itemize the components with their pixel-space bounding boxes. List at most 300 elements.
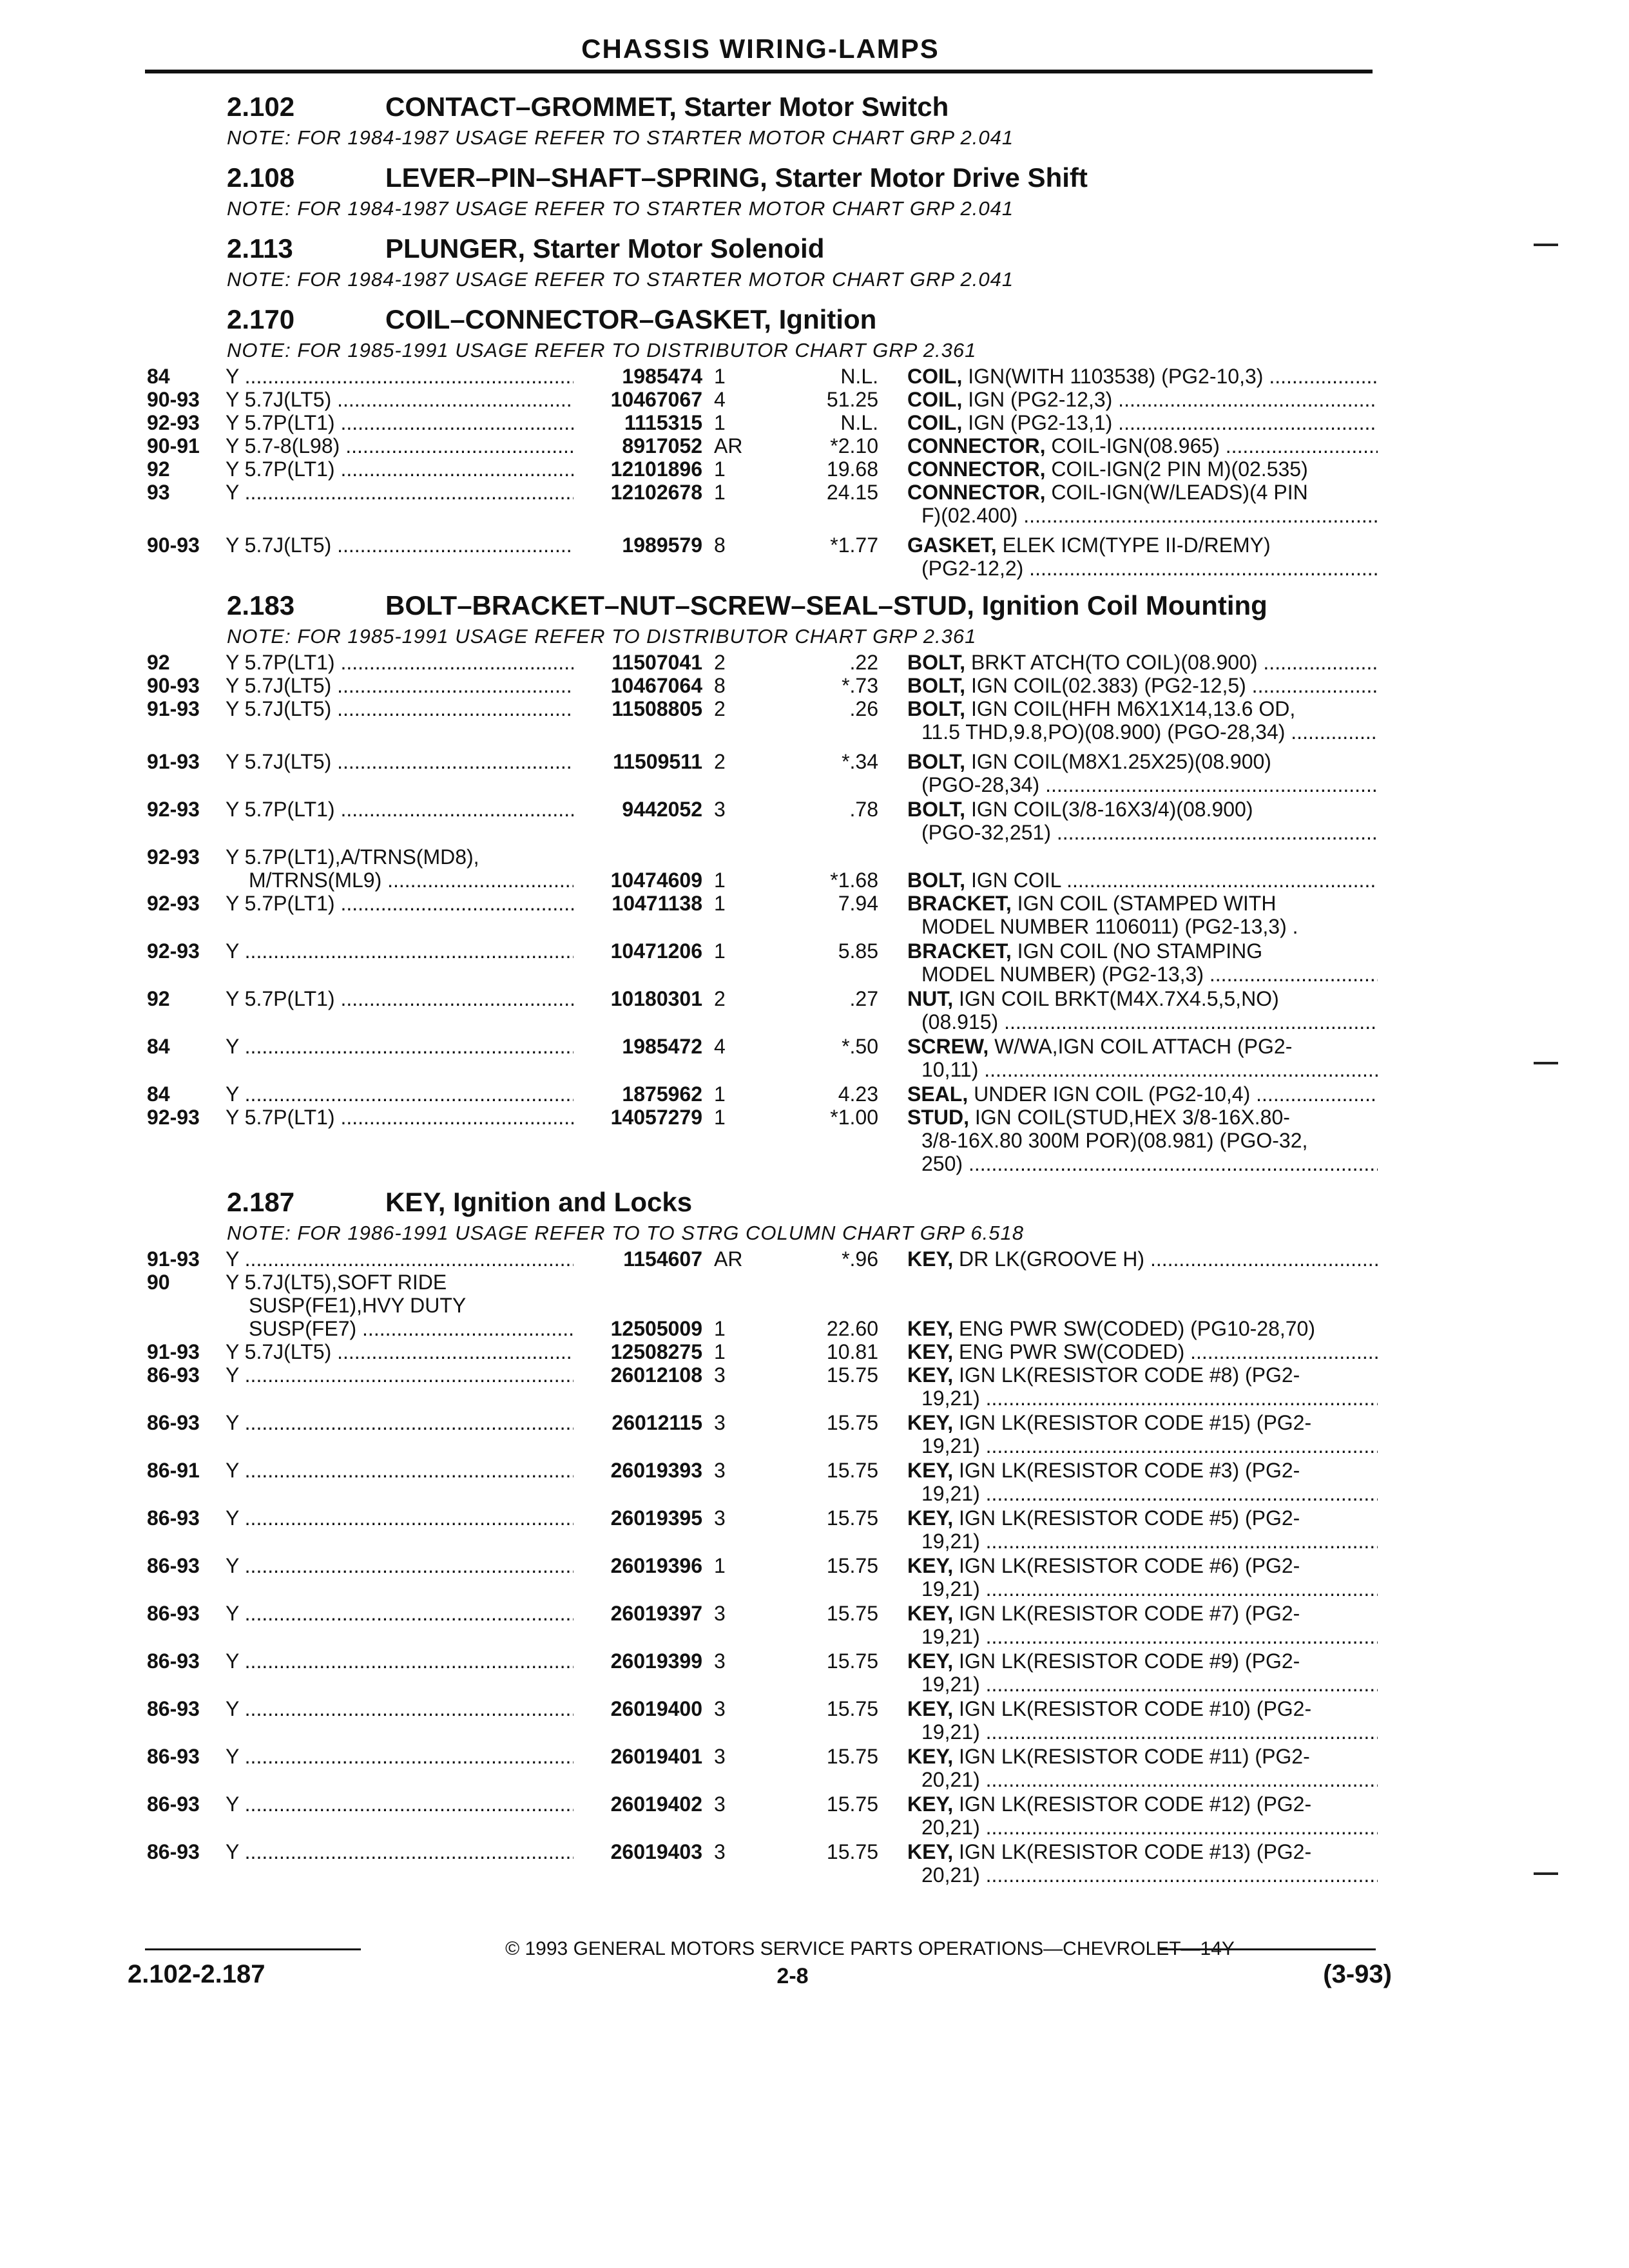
description-text: IGN COIL <box>970 869 1061 892</box>
years-cell: 90-91 <box>147 434 200 457</box>
part-number-cell: 26019396 <box>610 1554 702 1577</box>
description-cell <box>907 1082 1378 1106</box>
description-continuation: 20,21) ..... <box>921 1816 1378 1839</box>
description-text: IGN COIL(M8X1.25X25)(08.900) <box>970 750 1271 773</box>
description-continuation: 10,11) ..... <box>921 1058 1378 1081</box>
description-text: IGN LK(RESISTOR CODE #11) (PG2- <box>959 1745 1310 1768</box>
description-continuation: 19,21) ..... <box>921 1387 1378 1410</box>
description-name: KEY, <box>907 1649 954 1673</box>
description-text: W/WA,IGN COIL ATTACH (PG2- <box>994 1035 1293 1058</box>
years-cell: 86-93 <box>147 1649 200 1673</box>
description-name: CONNECTOR, <box>907 457 1046 481</box>
section-number: 2.108 <box>227 162 295 193</box>
quantity-cell: 1 <box>714 869 726 892</box>
description-cell <box>907 798 1378 821</box>
description-name: COIL, <box>907 411 963 434</box>
application-cell: Y 5.7J(LT5) ..... <box>226 697 574 720</box>
footer-page-number: 2-8 <box>776 1964 809 1988</box>
description-name: KEY, <box>907 1792 954 1816</box>
quantity-cell: 3 <box>714 1602 726 1625</box>
quantity-cell: 1 <box>714 1317 726 1340</box>
part-number-cell: 9442052 <box>622 798 702 821</box>
description-text: IGN(WITH 1103538) (PG2-10,3) <box>968 365 1264 388</box>
application-cell: Y ..... <box>226 1035 574 1058</box>
description-continuation: 3/8-16X.80 300M POR)(08.981) (PGO-32, <box>921 1129 1308 1152</box>
description-continuation: (PGO-28,34) ..... <box>921 773 1378 796</box>
description-name: KEY, <box>907 1840 954 1863</box>
description-cell <box>907 457 1378 481</box>
quantity-cell: 1 <box>714 457 726 481</box>
part-number-cell: 1875962 <box>622 1082 702 1106</box>
description-text: ENG PWR SW(CODED) <box>959 1340 1185 1363</box>
price-cell: .26 <box>849 697 878 720</box>
application-cell: Y 5.7P(LT1) ..... <box>226 411 574 434</box>
description-cell <box>907 481 1378 504</box>
years-cell: 92-93 <box>147 892 200 915</box>
application-cell: Y 5.7J(LT5) ..... <box>226 750 574 773</box>
part-number-cell: 12101896 <box>610 457 702 481</box>
description-name: BOLT, <box>907 750 966 773</box>
price-cell: 15.75 <box>826 1411 878 1434</box>
description-name: CONNECTOR, <box>907 481 1046 504</box>
years-cell: 90-93 <box>147 388 200 411</box>
description-continuation: MODEL NUMBER 1106011) (PG2-13,3) . <box>921 915 1298 938</box>
description-continuation: (08.915) ..... <box>921 1010 1378 1033</box>
application-cell: Y ..... <box>226 1697 574 1720</box>
years-cell: 92 <box>147 987 170 1010</box>
application-cell: Y ..... <box>226 1459 574 1482</box>
description-continuation: 19,21) ..... <box>921 1720 1378 1744</box>
description-cell <box>907 987 1378 1010</box>
part-number-cell: 12508275 <box>610 1340 702 1363</box>
part-number-cell: 1985472 <box>622 1035 702 1058</box>
years-cell: 84 <box>147 1082 170 1106</box>
quantity-cell: 3 <box>714 1649 726 1673</box>
price-cell: *2.10 <box>830 434 878 457</box>
quantity-cell: 1 <box>714 1106 726 1129</box>
years-cell: 86-93 <box>147 1792 200 1816</box>
section-number: 2.113 <box>227 233 293 264</box>
description-name: CONNECTOR, <box>907 434 1046 457</box>
quantity-cell: 3 <box>714 798 726 821</box>
part-number-cell: 26019403 <box>610 1840 702 1863</box>
description-text: IGN LK(RESISTOR CODE #12) (PG2- <box>959 1792 1312 1816</box>
description-cell <box>907 674 1378 697</box>
description-cell <box>907 939 1378 963</box>
description-text: IGN (PG2-13,1) <box>968 411 1113 434</box>
years-cell: 91-93 <box>147 1340 200 1363</box>
price-cell: 15.75 <box>826 1602 878 1625</box>
part-number-cell: 10471206 <box>610 939 702 963</box>
description-text: IGN LK(RESISTOR CODE #13) (PG2- <box>959 1840 1312 1863</box>
description-cell <box>907 365 1378 388</box>
description-cell <box>907 1792 1378 1816</box>
price-cell: N.L. <box>840 365 878 388</box>
description-continuation: 19,21) ..... <box>921 1625 1378 1648</box>
description-name: BRACKET, <box>907 892 1012 915</box>
quantity-cell: 1 <box>714 1554 726 1577</box>
description-cell <box>907 750 1378 773</box>
description-name: STUD, <box>907 1106 969 1129</box>
application-cell: Y 5.7J(LT5),SOFT RIDE <box>226 1271 447 1294</box>
description-name: BOLT, <box>907 697 966 720</box>
description-text: IGN COIL BRKT(M4X.7X4.5,5,NO) <box>959 987 1279 1010</box>
description-text: IGN LK(RESISTOR CODE #9) (PG2- <box>959 1649 1300 1673</box>
section-note: NOTE: FOR 1985-1991 USAGE REFER TO DISTRIBUTOR CHART GRP 2.361 <box>227 625 977 648</box>
application-cell: Y 5.7J(LT5) ..... <box>226 533 574 557</box>
quantity-cell: 2 <box>714 987 726 1010</box>
application-continuation: M/TRNS(ML9) ..... <box>249 869 574 892</box>
description-name: BOLT, <box>907 798 966 821</box>
price-cell: 15.75 <box>826 1459 878 1482</box>
description-cell <box>907 1317 1378 1340</box>
quantity-cell: 4 <box>714 388 726 411</box>
years-cell: 84 <box>147 1035 170 1058</box>
quantity-cell: 3 <box>714 1792 726 1816</box>
years-cell: 86-93 <box>147 1411 200 1434</box>
description-continuation: 19,21) ..... <box>921 1482 1378 1505</box>
description-name: KEY, <box>907 1602 954 1625</box>
part-number-cell: 26019400 <box>610 1697 702 1720</box>
years-cell: 86-93 <box>147 1363 200 1387</box>
part-number-cell: 11509511 <box>613 750 702 773</box>
description-name: GASKET, <box>907 533 997 557</box>
quantity-cell: 1 <box>714 365 726 388</box>
years-cell: 92-93 <box>147 798 200 821</box>
description-continuation: 19,21) ..... <box>921 1434 1378 1457</box>
price-cell: *.73 <box>842 674 878 697</box>
price-cell: N.L. <box>840 411 878 434</box>
price-cell: *1.68 <box>830 869 878 892</box>
part-number-cell: 8917052 <box>622 434 702 457</box>
description-name: NUT, <box>907 987 954 1010</box>
section-title: KEY, Ignition and Locks <box>385 1187 693 1217</box>
quantity-cell: 1 <box>714 892 726 915</box>
description-cell <box>907 1649 1378 1673</box>
description-cell <box>907 1697 1378 1720</box>
description-name: SEAL, <box>907 1082 969 1106</box>
price-cell: 15.75 <box>826 1363 878 1387</box>
price-cell: 5.85 <box>838 939 878 963</box>
quantity-cell: 8 <box>714 533 726 557</box>
description-name: KEY, <box>907 1554 954 1577</box>
section-note: NOTE: FOR 1985-1991 USAGE REFER TO DISTRIBUTOR CHART GRP 2.361 <box>227 339 977 361</box>
part-number-cell: 11508805 <box>612 697 702 720</box>
description-cell <box>907 533 1378 557</box>
application-cell: Y 5.7P(LT1),A/TRNS(MD8), <box>226 845 479 869</box>
price-cell: 15.75 <box>826 1840 878 1863</box>
application-cell: Y 5.7P(LT1) ..... <box>226 1106 574 1129</box>
application-cell: Y ..... <box>226 1840 574 1863</box>
description-text: IGN LK(RESISTOR CODE #10) (PG2- <box>959 1697 1312 1720</box>
description-name: COIL, <box>907 388 963 411</box>
description-continuation: 19,21) ..... <box>921 1673 1378 1696</box>
description-name: KEY, <box>907 1506 954 1530</box>
description-continuation: MODEL NUMBER) (PG2-13,3) ..... <box>921 963 1378 986</box>
description-name: KEY, <box>907 1411 954 1434</box>
description-text: BRKT ATCH(TO COIL)(08.900) <box>970 651 1258 674</box>
margin-mark <box>1534 1062 1558 1064</box>
description-continuation: F)(02.400) ..... <box>921 504 1378 527</box>
part-number-cell: 1154607 <box>623 1247 702 1271</box>
description-text: UNDER IGN COIL (PG2-10,4) <box>974 1082 1251 1106</box>
application-cell: Y ..... <box>226 365 574 388</box>
part-number-cell: 11507041 <box>612 651 702 674</box>
application-cell: Y 5.7P(LT1) ..... <box>226 987 574 1010</box>
description-cell <box>907 1554 1378 1577</box>
description-name: BOLT, <box>907 674 966 697</box>
price-cell: 51.25 <box>826 388 878 411</box>
section-title: LEVER–PIN–SHAFT–SPRING, Starter Motor Drive Shift <box>385 162 1088 193</box>
description-text: ENG PWR SW(CODED) (PG10-28,70) <box>959 1317 1315 1340</box>
years-cell: 92-93 <box>147 939 200 963</box>
description-text: IGN COIL(STUD,HEX 3/8-16X.80- <box>974 1106 1290 1129</box>
description-name: KEY, <box>907 1459 954 1482</box>
description-name: KEY, <box>907 1697 954 1720</box>
description-cell <box>907 1247 1378 1271</box>
price-cell: 15.75 <box>826 1697 878 1720</box>
price-cell: .27 <box>849 987 878 1010</box>
quantity-cell: 3 <box>714 1363 726 1387</box>
description-text: IGN COIL(3/8-16X3/4)(08.900) <box>970 798 1253 821</box>
part-number-cell: 10467067 <box>610 388 702 411</box>
part-number-cell: 12102678 <box>610 481 702 504</box>
description-text: COIL-IGN(08.965) <box>1051 434 1220 457</box>
quantity-cell: 3 <box>714 1459 726 1482</box>
description-text: ELEK ICM(TYPE II-D/REMY) <box>1002 533 1271 557</box>
description-text: IGN COIL(HFH M6X1X14,13.6 OD, <box>970 697 1296 720</box>
application-cell: Y ..... <box>226 1506 574 1530</box>
application-continuation: SUSP(FE7) ..... <box>249 1317 574 1340</box>
quantity-cell: 1 <box>714 411 726 434</box>
description-cell <box>907 1411 1378 1434</box>
part-number-cell: 10474609 <box>610 869 702 892</box>
description-cell <box>907 1840 1378 1863</box>
description-continuation: 20,21) ..... <box>921 1863 1378 1887</box>
quantity-cell: AR <box>714 1247 743 1271</box>
section-number: 2.102 <box>227 91 295 122</box>
section-number: 2.183 <box>227 590 295 620</box>
price-cell: 24.15 <box>826 481 878 504</box>
years-cell: 91-93 <box>147 697 200 720</box>
years-cell: 86-91 <box>147 1459 200 1482</box>
description-text: IGN LK(RESISTOR CODE #7) (PG2- <box>959 1602 1300 1625</box>
application-cell: Y ..... <box>226 1649 574 1673</box>
application-cell: Y 5.7J(LT5) ..... <box>226 674 574 697</box>
application-cell: Y 5.7P(LT1) ..... <box>226 798 574 821</box>
quantity-cell: 1 <box>714 1340 726 1363</box>
price-cell: .22 <box>849 651 878 674</box>
description-cell <box>907 1745 1378 1768</box>
description-continuation: 11.5 THD,9.8,PO)(08.900) (PGO-28,34) ..... <box>921 720 1378 744</box>
description-cell <box>907 1035 1378 1058</box>
part-number-cell: 26019393 <box>610 1459 702 1482</box>
years-cell: 86-93 <box>147 1840 200 1863</box>
years-cell: 86-93 <box>147 1602 200 1625</box>
description-name: KEY, <box>907 1745 954 1768</box>
section-note: NOTE: FOR 1984-1987 USAGE REFER TO STARTER MOTOR CHART GRP 2.041 <box>227 126 1014 149</box>
quantity-cell: 1 <box>714 939 726 963</box>
section-title: COIL–CONNECTOR–GASKET, Ignition <box>385 304 877 334</box>
part-number-cell: 12505009 <box>610 1317 702 1340</box>
quantity-cell: 2 <box>714 697 726 720</box>
page-title: CHASSIS WIRING-LAMPS <box>581 34 940 64</box>
section-note: NOTE: FOR 1986-1991 USAGE REFER TO TO STRG COLUMN CHART GRP 6.518 <box>227 1222 1024 1244</box>
description-cell <box>907 1106 1378 1129</box>
copyright-line: © 1993 GENERAL MOTORS SERVICE PARTS OPERATIONS—CHEVROLET—14Y <box>505 1938 1235 1959</box>
price-cell: *.96 <box>842 1247 878 1271</box>
years-cell: 86-93 <box>147 1697 200 1720</box>
description-continuation: 19,21) ..... <box>921 1530 1378 1553</box>
part-number-cell: 26019395 <box>610 1506 702 1530</box>
application-cell: Y ..... <box>226 1247 574 1271</box>
description-name: KEY, <box>907 1340 954 1363</box>
price-cell: 19.68 <box>826 457 878 481</box>
years-cell: 92-93 <box>147 411 200 434</box>
section-number: 2.170 <box>227 304 295 334</box>
quantity-cell: 3 <box>714 1411 726 1434</box>
description-cell <box>907 892 1378 915</box>
description-text: COIL-IGN(W/LEADS)(4 PIN <box>1051 481 1308 504</box>
application-cell: Y ..... <box>226 939 574 963</box>
description-continuation: 19,21) ..... <box>921 1577 1378 1600</box>
application-cell: Y 5.7J(LT5) ..... <box>226 388 574 411</box>
description-cell <box>907 411 1378 434</box>
section-title: CONTACT–GROMMET, Starter Motor Switch <box>385 91 949 122</box>
description-text: IGN LK(RESISTOR CODE #6) (PG2- <box>959 1554 1300 1577</box>
quantity-cell: 3 <box>714 1745 726 1768</box>
years-cell: 92 <box>147 457 170 481</box>
years-cell: 92 <box>147 651 170 674</box>
description-cell <box>907 388 1378 411</box>
footer-date: (3-93) <box>1323 1960 1392 1988</box>
price-cell: .78 <box>849 798 878 821</box>
years-cell: 86-93 <box>147 1554 200 1577</box>
application-cell: Y ..... <box>226 1082 574 1106</box>
part-number-cell: 26019402 <box>610 1792 702 1816</box>
description-continuation: (PG2-12,2) ..... <box>921 557 1378 580</box>
price-cell: 15.75 <box>826 1554 878 1577</box>
part-number-cell: 10471138 <box>612 892 702 915</box>
years-cell: 84 <box>147 365 170 388</box>
description-text: COIL-IGN(2 PIN M)(02.535) <box>1051 457 1308 481</box>
quantity-cell: 1 <box>714 1082 726 1106</box>
quantity-cell: 1 <box>714 481 726 504</box>
description-name: BOLT, <box>907 869 966 892</box>
description-cell <box>907 1602 1378 1625</box>
description-name: BOLT, <box>907 651 966 674</box>
part-number-cell: 10180301 <box>610 987 702 1010</box>
price-cell: 4.23 <box>838 1082 878 1106</box>
description-name: KEY, <box>907 1317 954 1340</box>
description-text: IGN LK(RESISTOR CODE #8) (PG2- <box>959 1363 1300 1387</box>
application-cell: Y ..... <box>226 1554 574 1577</box>
application-cell: Y ..... <box>226 481 574 504</box>
years-cell: 92-93 <box>147 845 200 869</box>
application-cell: Y ..... <box>226 1602 574 1625</box>
quantity-cell: 4 <box>714 1035 726 1058</box>
part-number-cell: 14057279 <box>610 1106 702 1129</box>
section-note: NOTE: FOR 1984-1987 USAGE REFER TO STARTER MOTOR CHART GRP 2.041 <box>227 268 1014 291</box>
price-cell: *1.00 <box>830 1106 878 1129</box>
description-text: IGN COIL (STAMPED WITH <box>1017 892 1277 915</box>
description-name: SCREW, <box>907 1035 989 1058</box>
description-name: COIL, <box>907 365 963 388</box>
years-cell: 90-93 <box>147 533 200 557</box>
margin-mark <box>1534 1872 1558 1875</box>
price-cell: 15.75 <box>826 1649 878 1673</box>
quantity-cell: 3 <box>714 1840 726 1863</box>
price-cell: 10.81 <box>826 1340 878 1363</box>
description-continuation: (PGO-32,251) ..... <box>921 821 1378 844</box>
description-continuation: 20,21) ..... <box>921 1768 1378 1791</box>
description-cell <box>907 1459 1378 1482</box>
description-cell <box>907 869 1378 892</box>
years-cell: 93 <box>147 481 170 504</box>
price-cell: 15.75 <box>826 1506 878 1530</box>
quantity-cell: 2 <box>714 750 726 773</box>
years-cell: 92-93 <box>147 1106 200 1129</box>
application-cell: Y ..... <box>226 1745 574 1768</box>
title-rule <box>145 70 1373 73</box>
section-number: 2.187 <box>227 1187 295 1217</box>
part-number-cell: 26012115 <box>612 1411 702 1434</box>
part-number-cell: 26012108 <box>610 1363 702 1387</box>
years-cell: 86-93 <box>147 1506 200 1530</box>
application-cell: Y 5.7J(LT5) ..... <box>226 1340 574 1363</box>
quantity-cell: 2 <box>714 651 726 674</box>
years-cell: 91-93 <box>147 750 200 773</box>
years-cell: 91-93 <box>147 1247 200 1271</box>
description-name: BRACKET, <box>907 939 1012 963</box>
description-cell <box>907 434 1378 457</box>
description-cell <box>907 651 1378 674</box>
description-cell <box>907 697 1378 720</box>
section-note: NOTE: FOR 1984-1987 USAGE REFER TO STARTER MOTOR CHART GRP 2.041 <box>227 197 1014 220</box>
description-cell <box>907 1506 1378 1530</box>
part-number-cell: 1985474 <box>622 365 702 388</box>
years-cell: 90-93 <box>147 674 200 697</box>
description-text: IGN COIL (NO STAMPING <box>1017 939 1263 963</box>
section-title: BOLT–BRACKET–NUT–SCREW–SEAL–STUD, Ignition Coil Mounting <box>385 590 1268 620</box>
footer-section-range: 2.102-2.187 <box>128 1960 265 1988</box>
price-cell: 7.94 <box>838 892 878 915</box>
description-text: IGN LK(RESISTOR CODE #3) (PG2- <box>959 1459 1300 1482</box>
description-name: KEY, <box>907 1363 954 1387</box>
application-cell: Y 5.7P(LT1) ..... <box>226 892 574 915</box>
price-cell: 15.75 <box>826 1745 878 1768</box>
price-cell: *1.77 <box>830 533 878 557</box>
part-number-cell: 26019397 <box>610 1602 702 1625</box>
application-cell: Y ..... <box>226 1792 574 1816</box>
description-text: IGN COIL(02.383) (PG2-12,5) <box>970 674 1246 697</box>
description-cell <box>907 1340 1378 1363</box>
description-name: KEY, <box>907 1247 954 1271</box>
quantity-cell: AR <box>714 434 743 457</box>
part-number-cell: 1989579 <box>622 533 702 557</box>
description-text: IGN LK(RESISTOR CODE #5) (PG2- <box>959 1506 1300 1530</box>
application-continuation: SUSP(FE1),HVY DUTY <box>249 1294 467 1317</box>
description-text: DR LK(GROOVE H) <box>959 1247 1145 1271</box>
description-text: IGN LK(RESISTOR CODE #15) (PG2- <box>959 1411 1312 1434</box>
application-cell: Y ..... <box>226 1411 574 1434</box>
description-cell <box>907 1363 1378 1387</box>
part-number-cell: 1115315 <box>624 411 702 434</box>
application-cell: Y ..... <box>226 1363 574 1387</box>
price-cell: *.50 <box>842 1035 878 1058</box>
application-cell: Y 5.7P(LT1) ..... <box>226 651 574 674</box>
part-number-cell: 10467064 <box>610 674 702 697</box>
